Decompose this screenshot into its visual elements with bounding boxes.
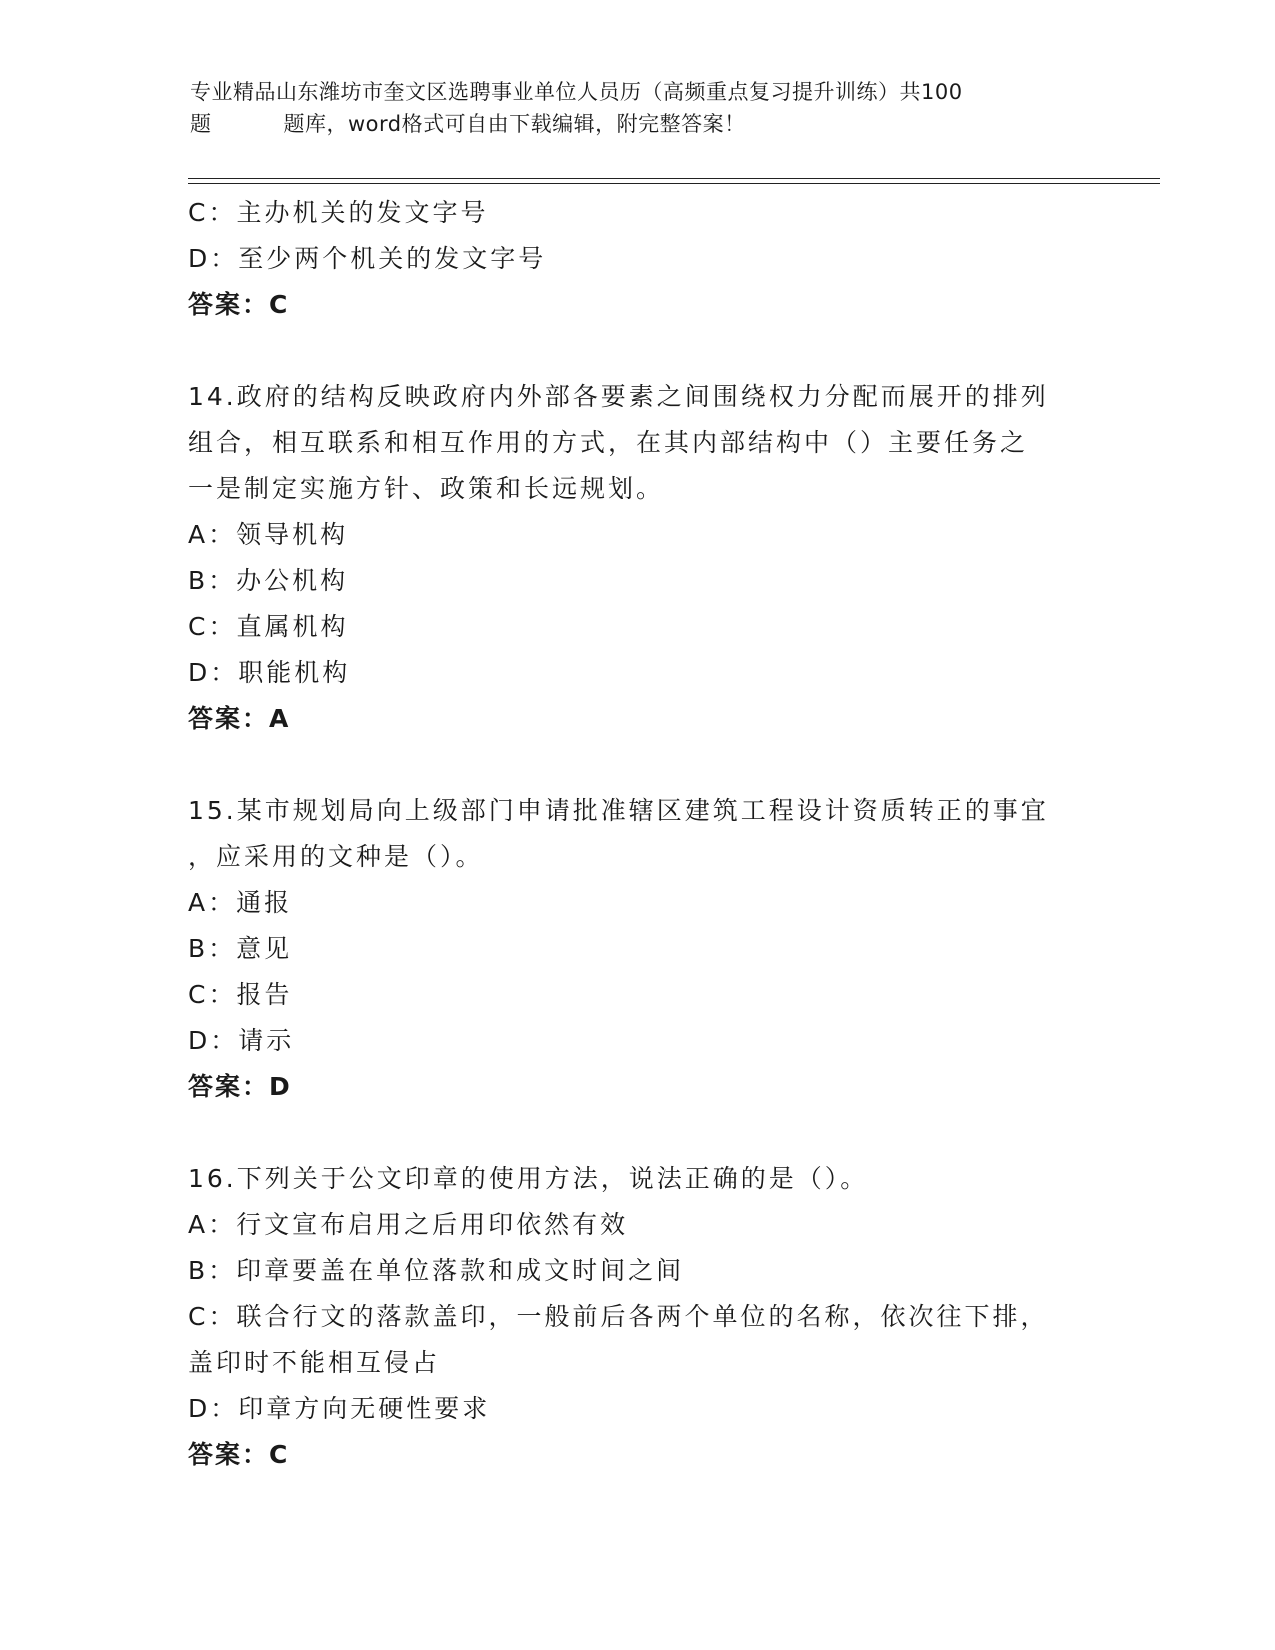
option-a: A：行文宣布启用之后用印依然有效 <box>188 1210 629 1239</box>
option-b: B：意见 <box>188 934 293 963</box>
option-c: C：联合行文的落款盖印，一般前后各两个单位的名称，依次往下排， <box>188 1302 1049 1331</box>
question-16-line: 16.下列关于公文印章的使用方法，说法正确的是（）。 <box>188 1164 869 1193</box>
header-title-line1: 专业精品山东潍坊市奎文区选聘事业单位人员历（高频重点复习提升训练）共100 <box>190 80 963 104</box>
option-b: B：印章要盖在单位落款和成文时间之间 <box>188 1256 685 1285</box>
option-d: D：请示 <box>188 1026 295 1055</box>
option-c: C：报告 <box>188 980 293 1009</box>
option-b: B：办公机构 <box>188 566 349 595</box>
header-title-line2-left: 题 <box>190 112 212 136</box>
question-14-line: 一是制定实施方针、政策和长远规划。 <box>188 474 665 503</box>
question-15-line: 15.某市规划局向上级部门申请批准辖区建筑工程设计资质转正的事宜 <box>188 796 1049 825</box>
header-title-line2 <box>190 108 1090 140</box>
answer-text: 答案：A <box>188 704 291 733</box>
header-rule-bottom <box>188 183 1160 184</box>
answer-text: 答案：D <box>188 1072 292 1101</box>
answer-text: 答案：C <box>188 290 290 319</box>
page-header <box>190 76 1090 140</box>
option-c-continued: 盖印时不能相互侵占 <box>188 1348 441 1377</box>
option-a: A：领导机构 <box>188 520 349 549</box>
option-d: D：职能机构 <box>188 658 351 687</box>
option-a: A：通报 <box>188 888 293 917</box>
answer-text: 答案：C <box>188 1440 290 1469</box>
option-c: C：直属机构 <box>188 612 349 641</box>
header-rule-top <box>188 178 1160 179</box>
question-14-line: 14.政府的结构反映政府内外部各要素之间围绕权力分配而展开的排列 <box>188 382 1049 411</box>
question-15-line: ，应采用的文种是（）。 <box>188 842 484 871</box>
option-d: D：至少两个机关的发文字号 <box>188 244 547 273</box>
option-c: C：主办机关的发文字号 <box>188 198 489 227</box>
header-title-line2-right: 题库，word格式可自由下载编辑，附完整答案！ <box>283 112 746 136</box>
option-d: D：印章方向无硬性要求 <box>188 1394 491 1423</box>
question-content <box>188 190 1088 1478</box>
question-14-line: 组合，相互联系和相互作用的方式，在其内部结构中（）主要任务之 <box>188 428 1029 457</box>
